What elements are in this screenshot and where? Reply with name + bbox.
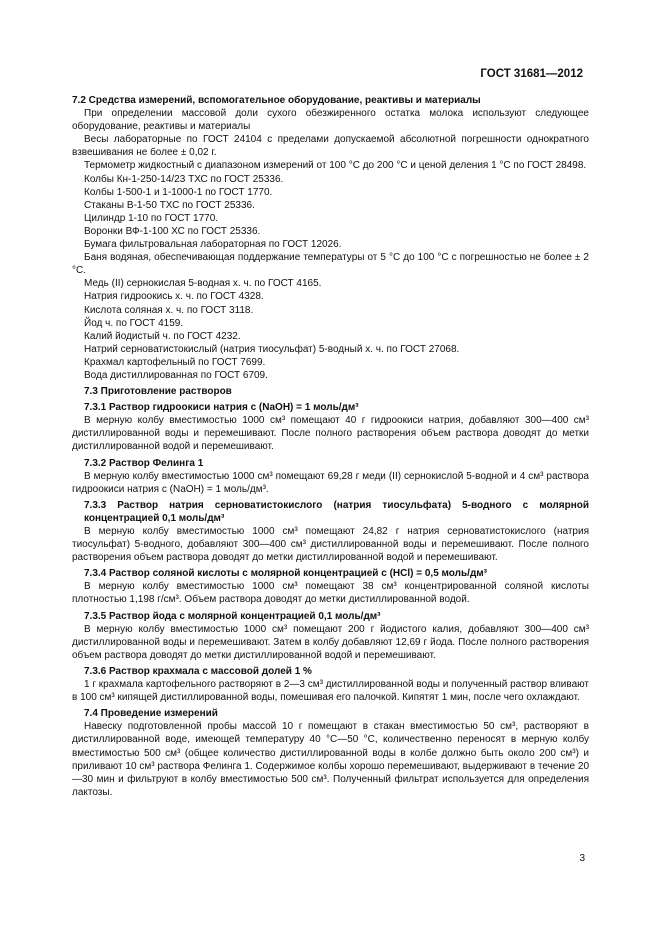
list-item: Йод ч. по ГОСТ 4159. bbox=[84, 317, 184, 329]
paragraph: Навеску подготовленной пробы массой 10 г помещают в стакан вместимостью 50 см³, растворяют в дистиллированной воде, имеющей температуру 40 °С—50 °С, количественно переносят в мерную колбу вместимостью 500 см³ (общее количество дистиллированной воды в колбе должно быть около 200 см³) и приливают 10 см³ раствора Фелинга 1. Содержимое колбы хорошо перемешивают, выдерживают в течение 20—30 мин и фильтруют в колбу вместимостью 500 см³. Полученный фильтрат используется для определения лактозы. bbox=[72, 721, 589, 798]
paragraph: 1 г крахмала картофельного растворяют в 2—3 см³ дистиллированной воды и полученный раствор вливают в 100 см³ кипящей дистиллированной воды, помешивая его палочкой. Кипятят 1 мин, после чего охлаждают. bbox=[72, 679, 589, 704]
list-item: Колбы Кн-1-250-14/23 ТХС по ГОСТ 25336. bbox=[84, 173, 284, 185]
list-item: Колбы 1-500-1 и 1-1000-1 по ГОСТ 1770. bbox=[84, 186, 273, 198]
list-item: Баня водяная, обеспечивающая поддержание температуры от 5 °С до 100 °С с погрешностью не более ± 2 °С. bbox=[72, 252, 589, 277]
document-body bbox=[72, 94, 589, 799]
paragraph: В мерную колбу вместимостью 1000 см³ помещают 69,28 г меди (II) сернокислой 5-водной и 4 см³ раствора гидроокиси натрия c (NaOH) = 1 моль/дм³. bbox=[72, 470, 589, 495]
section-heading-7-3: 7.3 Приготовление растворов bbox=[84, 386, 232, 398]
paragraph: В мерную колбу вместимостью 1000 см³ помещают 24,82 г натрия серноватистокислого (натрия тиосульфат) 5-водного, добавляют 300—400 см³ дистиллированной воды и перемешивают. После полного растворения объем раствора доводят до метки дистиллированной водой и перемешивают. bbox=[72, 526, 589, 564]
list-item: Крахмал картофельный по ГОСТ 7699. bbox=[84, 356, 266, 368]
list-item: Бумага фильтровальная лабораторная по ГОСТ 12026. bbox=[84, 239, 342, 251]
paragraph: В мерную колбу вместимостью 1000 см³ помещают 40 г гидроокиси натрия, добавляют 300—400 см³ дистиллированной воды и перемешивают. После полного растворения объем раствора доводят до метки дистиллированной водой и перемешивают. bbox=[72, 415, 589, 453]
list-item: Калий йодистый ч. по ГОСТ 4232. bbox=[84, 330, 241, 342]
subsection-heading-7-3-5: 7.3.5 Раствор йода с молярной концентрацией 0,1 моль/дм³ bbox=[84, 610, 381, 622]
list-item: Кислота соляная х. ч. по ГОСТ 3118. bbox=[84, 304, 254, 316]
paragraph: В мерную колбу вместимостью 1000 см³ помещают 200 г йодистого калия, добавляют 300—400 см³ дистиллированной воды и перемешивают. Затем в колбу добавляют 12,69 г йода. После полного растворения объем раствора доводят до метки дистиллированной водой и перемешивают. bbox=[72, 623, 589, 661]
list-item: Цилиндр 1-10 по ГОСТ 1770. bbox=[84, 212, 219, 224]
list-item: Медь (II) сернокислая 5-водная х. ч. по ГОСТ 4165. bbox=[84, 278, 322, 290]
subsection-heading-7-3-1: 7.3.1 Раствор гидроокиси натрия c (NaOH) = 1 моль/дм³ bbox=[84, 402, 359, 414]
list-item: Термометр жидкостный с диапазоном измерений от 100 °С до 200 °С и ценой деления 1 °С по ГОСТ 28498. bbox=[84, 160, 587, 172]
list-item: Воронки ВФ-1-100 ХС по ГОСТ 25336. bbox=[84, 225, 261, 237]
subsection-heading-7-3-4: 7.3.4 Раствор соляной кислоты с молярной концентрацией c (HCl) = 0,5 моль/дм³ bbox=[84, 568, 488, 580]
paragraph: При определении массовой доли сухого обезжиренного остатка молока используют следующее оборудование, реактивы и материалы bbox=[72, 108, 589, 133]
section-heading-7-4: 7.4 Проведение измерений bbox=[84, 708, 218, 720]
subsection-heading-7-3-2: 7.3.2 Раствор Фелинга 1 bbox=[84, 457, 204, 469]
paragraph: В мерную колбу вместимостью 1000 см³ помещают 38 см³ концентрированной соляной кислоты плотностью 1,198 г/см³. Объем раствора доводят до метки дистиллированной водой. bbox=[72, 581, 589, 606]
subsection-heading-7-3-6: 7.3.6 Раствор крахмала с массовой долей 1 % bbox=[84, 665, 312, 677]
list-item: Весы лабораторные по ГОСТ 24104 с пределами допускаемой абсолютной погрешности однократного взвешивания не более ± 0,02 г. bbox=[72, 134, 589, 159]
list-item: Натрий серноватистокислый (натрия тиосульфат) 5-водный х. ч. по ГОСТ 27068. bbox=[84, 343, 460, 355]
list-item: Натрия гидроокись х. ч. по ГОСТ 4328. bbox=[84, 291, 264, 303]
list-item: Вода дистиллированная по ГОСТ 6709. bbox=[84, 369, 268, 381]
page-number: 3 bbox=[579, 853, 585, 864]
subsection-heading-7-3-3: 7.3.3 Раствор натрия серноватистокислого (натрия тиосульфата) 5-водного с молярной концентрацией 0,1 моль/дм³ bbox=[84, 499, 589, 524]
section-heading-7-2: 7.2 Средства измерений, вспомогательное оборудование, реактивы и материалы bbox=[72, 95, 481, 106]
standard-number-header: ГОСТ 31681—2012 bbox=[480, 68, 583, 80]
list-item: Стаканы В-1-50 ТХС по ГОСТ 25336. bbox=[84, 199, 255, 211]
